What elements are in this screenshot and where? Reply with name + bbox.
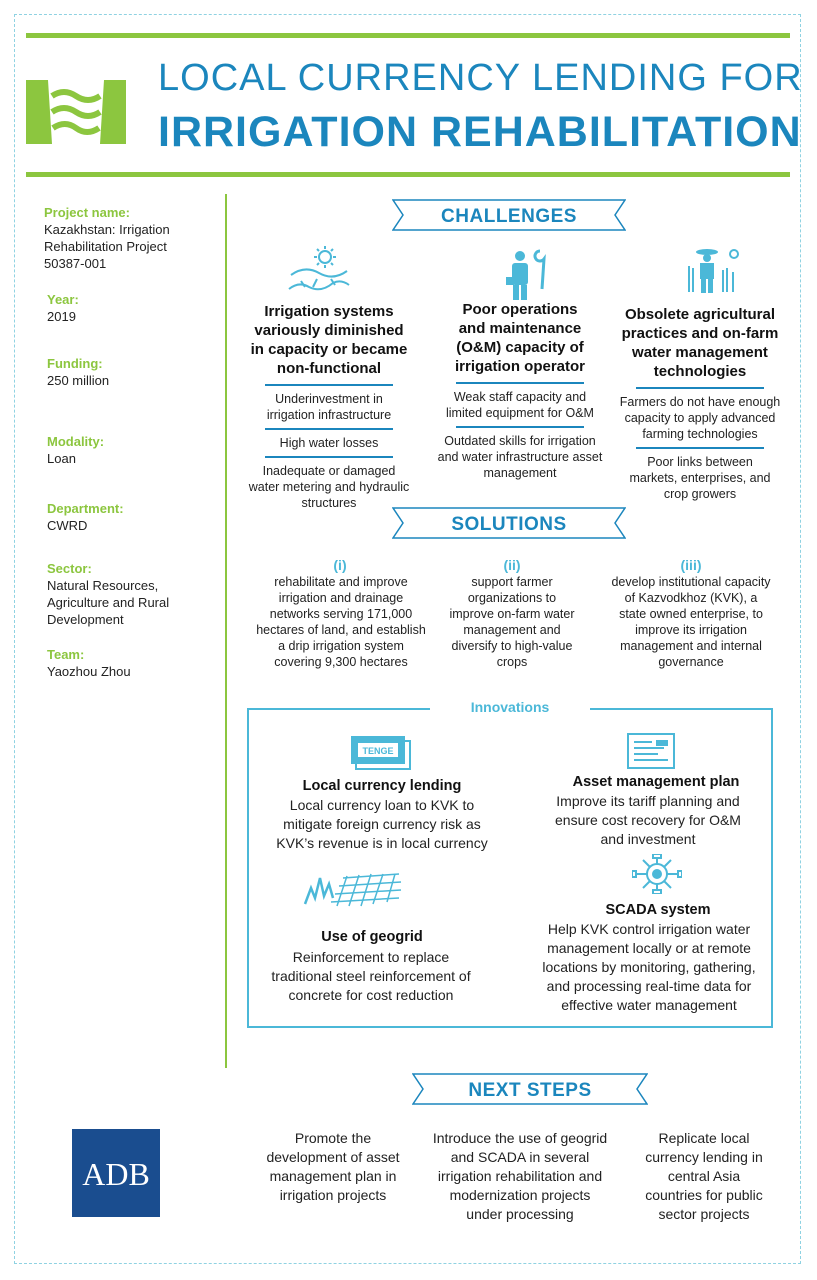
next-step-2: Introduce the use of geogrid and SCADA in several irrigation rehabilitation and modernization projects under processing [432, 1130, 608, 1222]
innovation-2-title: Asset management plan [572, 774, 740, 790]
challenge-3-point-1: Farmers do not have enough capacity to apply advanced farming technologies [619, 395, 781, 441]
challenges-heading: CHALLENGES [441, 206, 577, 227]
solutions-banner [392, 507, 626, 539]
innovation-4-title: SCADA system [605, 902, 711, 918]
next-step-3: Replicate local currency lending in central Asia countries for public sector projects [645, 1130, 763, 1222]
challenge-3 [612, 305, 788, 502]
innovation-4-text: Help KVK control irrigation water management locally or at remote locations by monitoring, gathering, and processing real-time data for effective water management [542, 921, 756, 1013]
scada-network-icon [632, 854, 682, 894]
innovations-heading: Innovations [430, 699, 590, 715]
challenge-2 [430, 300, 610, 481]
solutions-heading: SOLUTIONS [451, 514, 567, 535]
challenge-2-point-2: Outdated skills for irrigation and water infrastructure asset management [437, 434, 603, 480]
worker-wrench-icon [504, 249, 548, 301]
innovation-1-text: Local currency loan to KVK to mitigate foreign currency risk as KVK’s revenue is in local currency [276, 797, 488, 851]
challenge-1-point-3: Inadequate or damaged water metering and hydraulic structures [248, 464, 410, 510]
sidebar-divider [225, 194, 227, 1068]
year-label: Year: [47, 292, 79, 307]
farmer-crops-icon [685, 246, 741, 294]
solution-1-number: (i) [333, 557, 347, 573]
challenge-1-title: Irrigation systems variously diminished in capacity or became non-functional [250, 303, 408, 377]
title-line-1: LOCAL CURRENCY LENDING FOR [158, 57, 803, 99]
project-name-label: Project name: [44, 205, 130, 220]
challenge-1-point-1: Underinvestment in irrigation infrastructure [266, 392, 392, 422]
next-steps-heading: NEXT STEPS [468, 1080, 592, 1101]
solution-3-text: develop institutional capacity of Kazvodkhoz (KVK), a state owned enterprise, to improve its irrigation management and internal governance [611, 575, 771, 669]
geogrid-mesh-icon [303, 870, 407, 910]
solution-2-text: support farmer organizations to improve on-farm water management and diversify to high-value crops [449, 575, 575, 669]
next-step-1: Promote the development of asset management plan in irrigation projects [266, 1130, 400, 1203]
asset-plan-document-icon [626, 732, 676, 770]
next-steps-banner [412, 1073, 648, 1105]
challenge-3-point-2: Poor links between markets, enterprises, and crop growers [629, 455, 771, 501]
irrigation-logo-icon [26, 80, 126, 144]
challenge-1-point-2: High water losses [279, 436, 379, 450]
project-name-value: Kazakhstan: Irrigation Rehabilitation Project 50387-001 [44, 222, 170, 271]
team-label: Team: [47, 647, 85, 662]
tenge-banknote-icon [350, 735, 412, 771]
solution-3-number: (iii) [680, 557, 702, 573]
modality-value: Loan [47, 451, 76, 466]
department-label: Department: [47, 501, 124, 516]
solution-2-number: (ii) [503, 557, 521, 573]
innovation-1-title: Local currency lending [302, 778, 462, 794]
year-value: 2019 [47, 309, 76, 324]
solution-1-text: rehabilitate and improve irrigation and drainage networks serving 171,000 hectares of land, and establish a drip irrigation system covering 9,300 hectares [256, 575, 426, 669]
challenge-2-point-1: Weak staff capacity and limited equipment for O&M [446, 390, 594, 420]
modality-label: Modality: [47, 434, 105, 449]
innovation-3-title: Use of geogrid [321, 929, 423, 945]
top-green-bar [26, 33, 790, 38]
challenge-3-title: Obsolete agricultural practices and on-farm water management technologies [621, 306, 779, 380]
cracked-land-sun-icon [287, 245, 351, 299]
team-value: Yaozhou Zhou [47, 664, 131, 679]
department-value: CWRD [47, 518, 88, 533]
title-line-2: IRRIGATION REHABILITATION [158, 108, 802, 156]
innovation-2-text: Improve its tariff planning and ensure cost recovery for O&M and investment [555, 793, 741, 847]
funding-value: 250 million [47, 373, 110, 388]
challenges-banner [392, 199, 626, 231]
challenge-1 [243, 302, 415, 511]
adb-logo-text: ADB [82, 1156, 150, 1192]
tenge-label: TENGE [362, 746, 394, 756]
funding-label: Funding: [47, 356, 103, 371]
header-green-bar [26, 172, 790, 177]
adb-logo [72, 1129, 160, 1217]
challenge-2-title: Poor operations and maintenance (O&M) capacity of irrigation operator [454, 301, 585, 375]
sector-label: Sector: [47, 561, 92, 576]
sector-value: Natural Resources, Agriculture and Rural Development [47, 578, 170, 627]
innovation-3-text: Reinforcement to replace traditional steel reinforcement of concrete for cost reduction [271, 949, 471, 1003]
